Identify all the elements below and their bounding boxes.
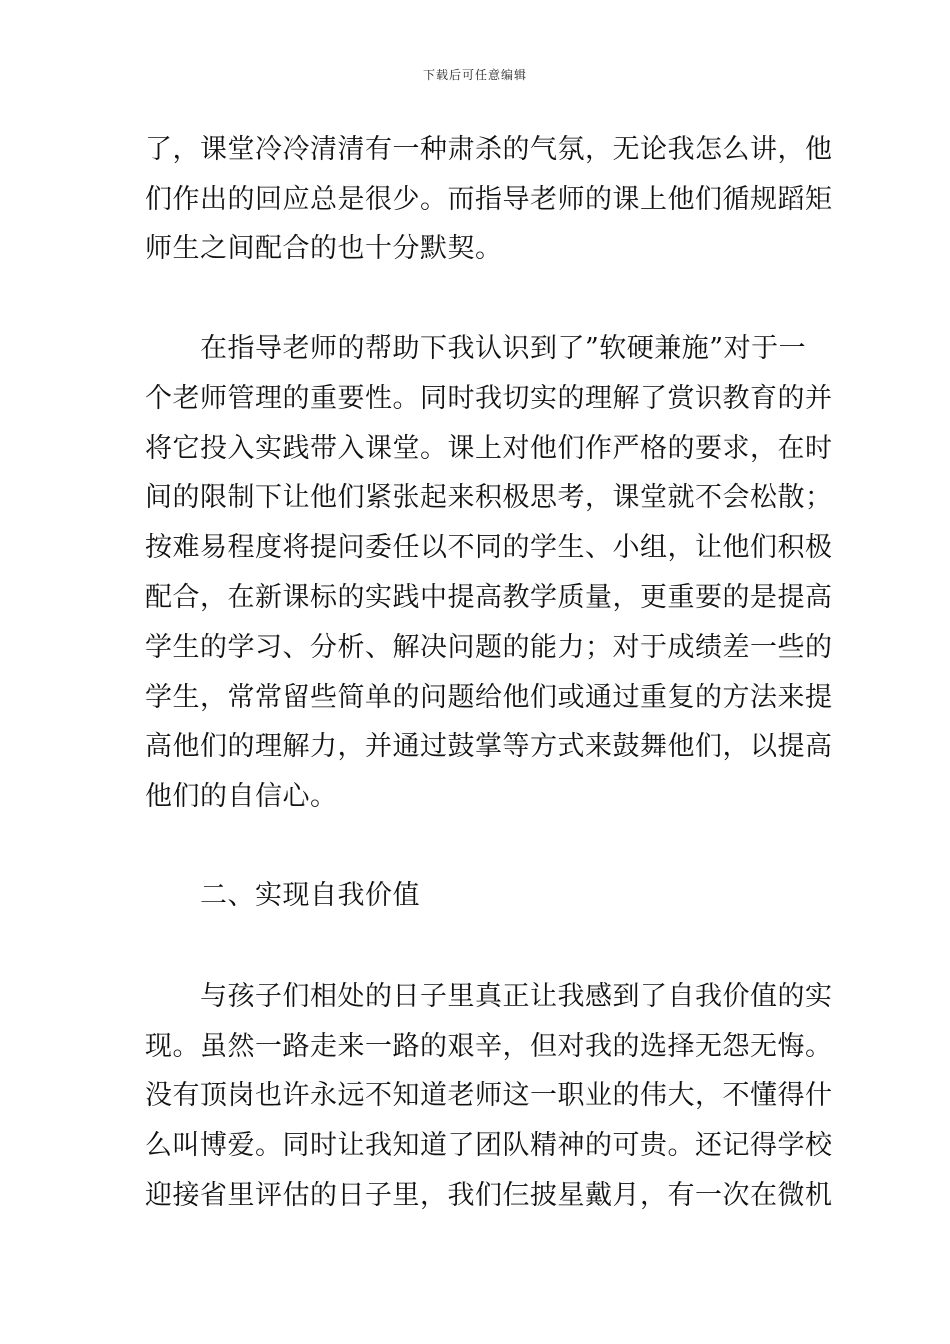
text-line: 高他们的理解力，并通过鼓掌等方式来鼓舞他们，以提高 xyxy=(145,731,833,762)
text-line: 间的限制下让他们紧张起来积极思考，课堂就不会松散； xyxy=(145,482,833,513)
text-line: 迎接省里评估的日子里，我们仨披星戴月，有一次在微机 xyxy=(145,1180,833,1211)
text-line: 师生之间配合的也十分默契。 xyxy=(145,233,503,264)
text-line: 了，课堂冷冷清清有一种肃杀的气氛，无论我怎么讲，他 xyxy=(145,134,833,165)
text-line: 配合，在新课标的实践中提高教学质量，更重要的是提高 xyxy=(145,582,833,613)
text-line: 没有顶岗也许永远不知道老师这一职业的伟大，不懂得什 xyxy=(145,1080,833,1111)
text-line: 学生的学习、分析、解决问题的能力；对于成绩差一些的 xyxy=(145,632,833,663)
text-line: 现。虽然一路走来一路的艰辛，但对我的选择无怨无悔。 xyxy=(145,1031,833,1062)
text-line: 学生，常常留些简单的问题给他们或通过重复的方法来提 xyxy=(145,682,833,713)
text-line: 在指导老师的帮助下我认识到了”软硬兼施”对于一 xyxy=(145,333,807,364)
section-heading: 二、实现自我价值 xyxy=(145,880,420,911)
text-line: 按难易程度将提问委任以不同的学生、小组，让他们积极 xyxy=(145,532,833,563)
text-line: 将它投入实践带入课堂。课上对他们作严格的要求，在时 xyxy=(145,433,833,464)
header-note: 下载后可任意编辑 xyxy=(422,68,527,82)
text-line: 们作出的回应总是很少。而指导老师的课上他们循规蹈矩 xyxy=(145,184,833,215)
text-line: 个老师管理的重要性。同时我切实的理解了赏识教育的并 xyxy=(145,383,833,414)
text-line: 他们的自信心。 xyxy=(145,781,338,812)
text-line: 么叫博爱。同时让我知道了团队精神的可贵。还记得学校 xyxy=(145,1130,833,1161)
text-line: 与孩子们相处的日子里真正让我感到了自我价值的实 xyxy=(145,981,833,1012)
